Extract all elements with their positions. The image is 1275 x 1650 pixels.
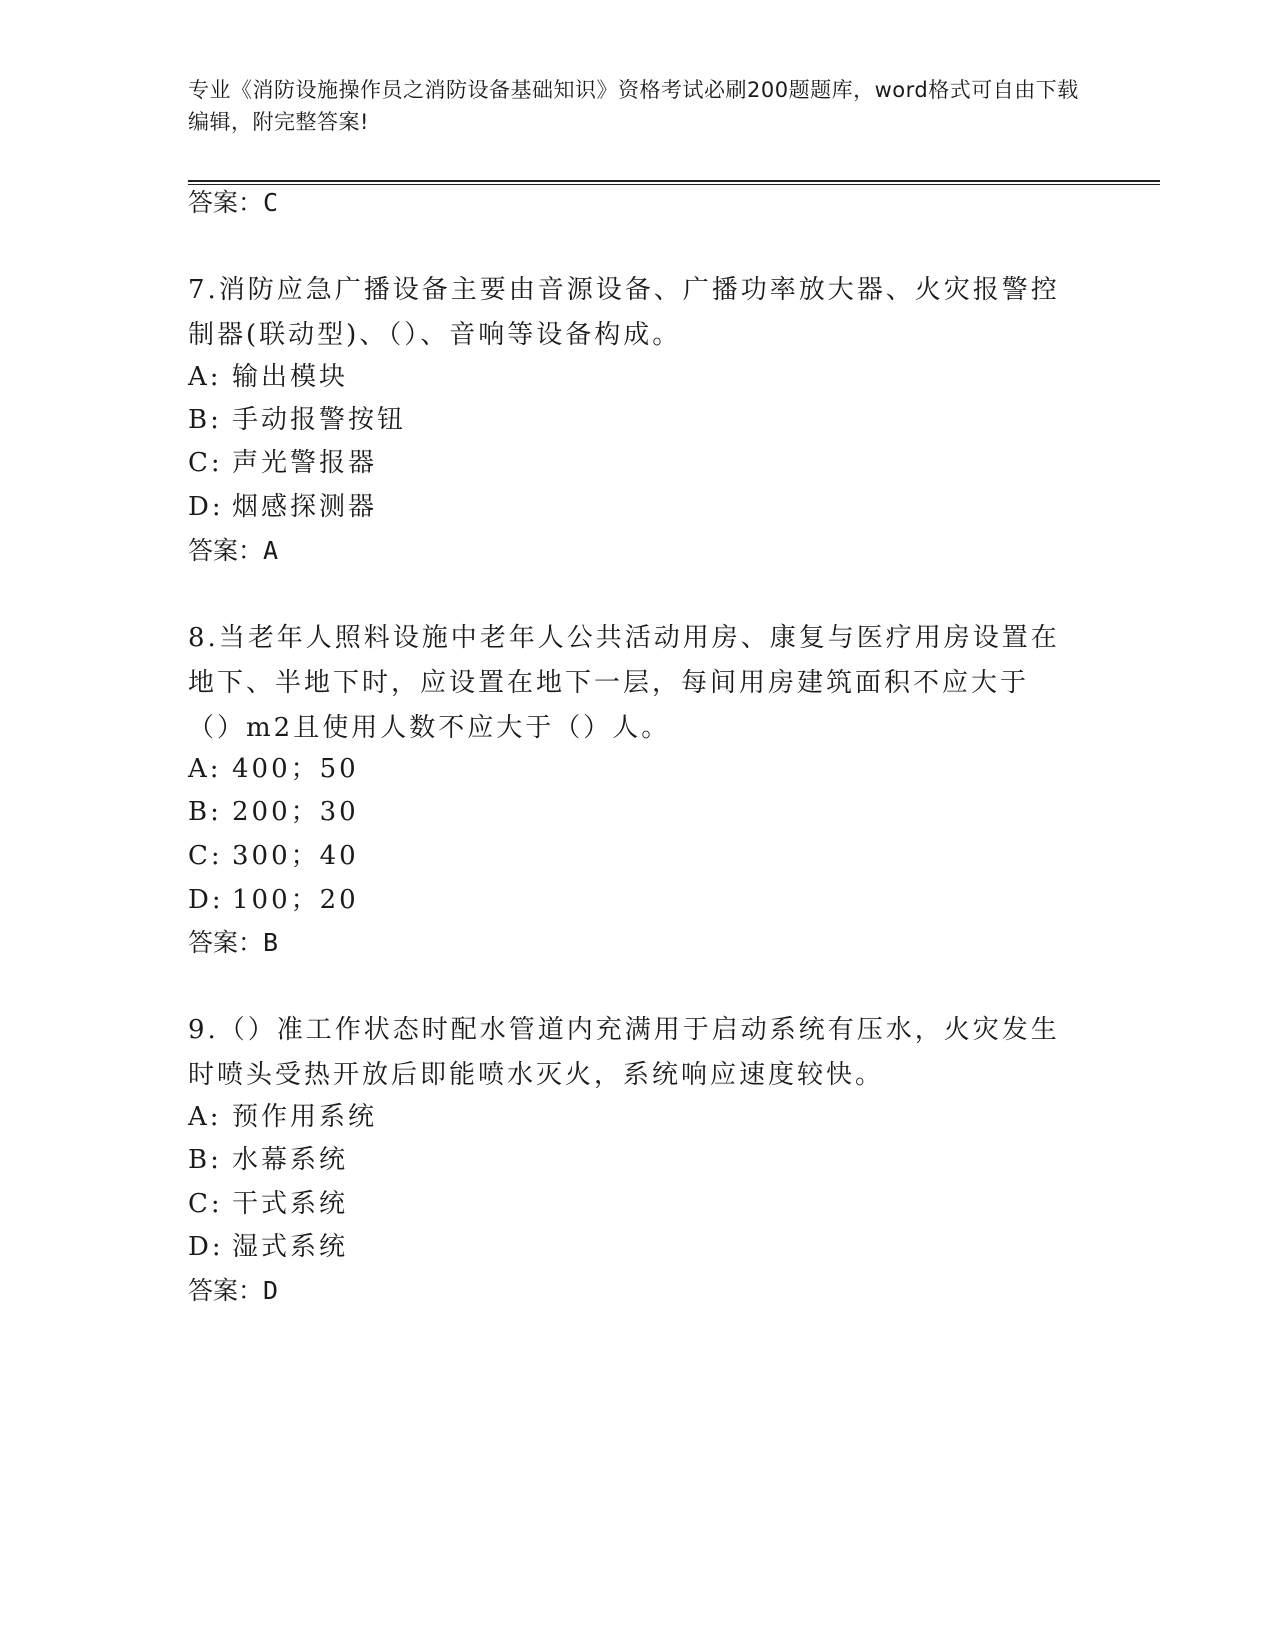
header-divider [188,180,1160,182]
question-8-option-c [188,839,359,873]
option-text: 手动报警按钮 [232,405,407,435]
question-8-option-a [188,752,359,786]
option-key: B: [188,797,222,827]
answer-label: 答案： [188,928,264,957]
question-7-option-d [188,490,377,524]
option-key: B: [188,405,222,435]
question-9-option-a [188,1100,377,1134]
option-text: 湿式系统 [232,1232,349,1262]
answer-value: A [263,536,279,565]
header-divider-thin [188,184,1160,185]
question-7-option-b [188,403,406,437]
question-9-option-b [188,1143,348,1177]
option-key: B: [188,1145,222,1175]
answer-value: C [263,188,279,217]
question-8-option-d [188,883,359,917]
option-text: 300；40 [232,841,359,871]
option-text: 400；50 [232,754,359,784]
question-8-text: 8.当老年人照料设施中老年人公共活动用房、康复与医疗用房设置在地下、半地下时，应设置在地下一层，每间用房建筑面积不应大于（）m2且使用人数不应大于（）人。 [188,623,1060,743]
answer-label: 答案： [188,536,264,565]
option-text: 100；20 [232,885,359,915]
option-key: C: [188,841,223,871]
answer-value: B [263,928,279,957]
question-9-answer [188,1274,278,1308]
document-header: 专业《消防设施操作员之消防设备基础知识》资格考试必刷200题题库，word格式可自由下载编辑，附完整答案! [188,78,1079,134]
option-key: D: [188,492,224,522]
question-8-answer [188,926,278,960]
option-key: C: [188,1189,223,1219]
question-7-text: 7.消防应急广播设备主要由音源设备、广播功率放大器、火灾报警控制器(联动型)、（）、音响等设备构成。 [188,275,1060,350]
question-9-text: 9.（）准工作状态时配水管道内充满用于启动系统有压水，火灾发生时喷头受热开放后即能喷水灭火，系统响应速度较快。 [188,1015,1060,1090]
option-key: A: [188,1102,222,1132]
option-key: A: [188,754,222,784]
answer-value: D [263,1276,279,1305]
question-8-option-b [188,795,359,829]
question-7-option-a [188,360,348,394]
option-key: D: [188,885,224,915]
previous-answer [188,186,278,220]
option-text: 输出模块 [232,362,349,392]
question-7-option-c [188,446,377,480]
option-text: 预作用系统 [232,1102,378,1132]
option-text: 干式系统 [232,1189,349,1219]
question-9-option-d [188,1230,348,1264]
option-text: 声光警报器 [232,448,378,478]
answer-label: 答案： [188,1276,264,1305]
question-9-option-c [188,1187,348,1221]
option-key: A: [188,362,222,392]
answer-label: 答案： [188,188,264,217]
question-7-answer [188,534,278,568]
option-text: 烟感探测器 [232,492,378,522]
option-text: 水幕系统 [232,1145,349,1175]
option-key: C: [188,448,223,478]
option-text: 200；30 [232,797,359,827]
option-key: D: [188,1232,224,1262]
